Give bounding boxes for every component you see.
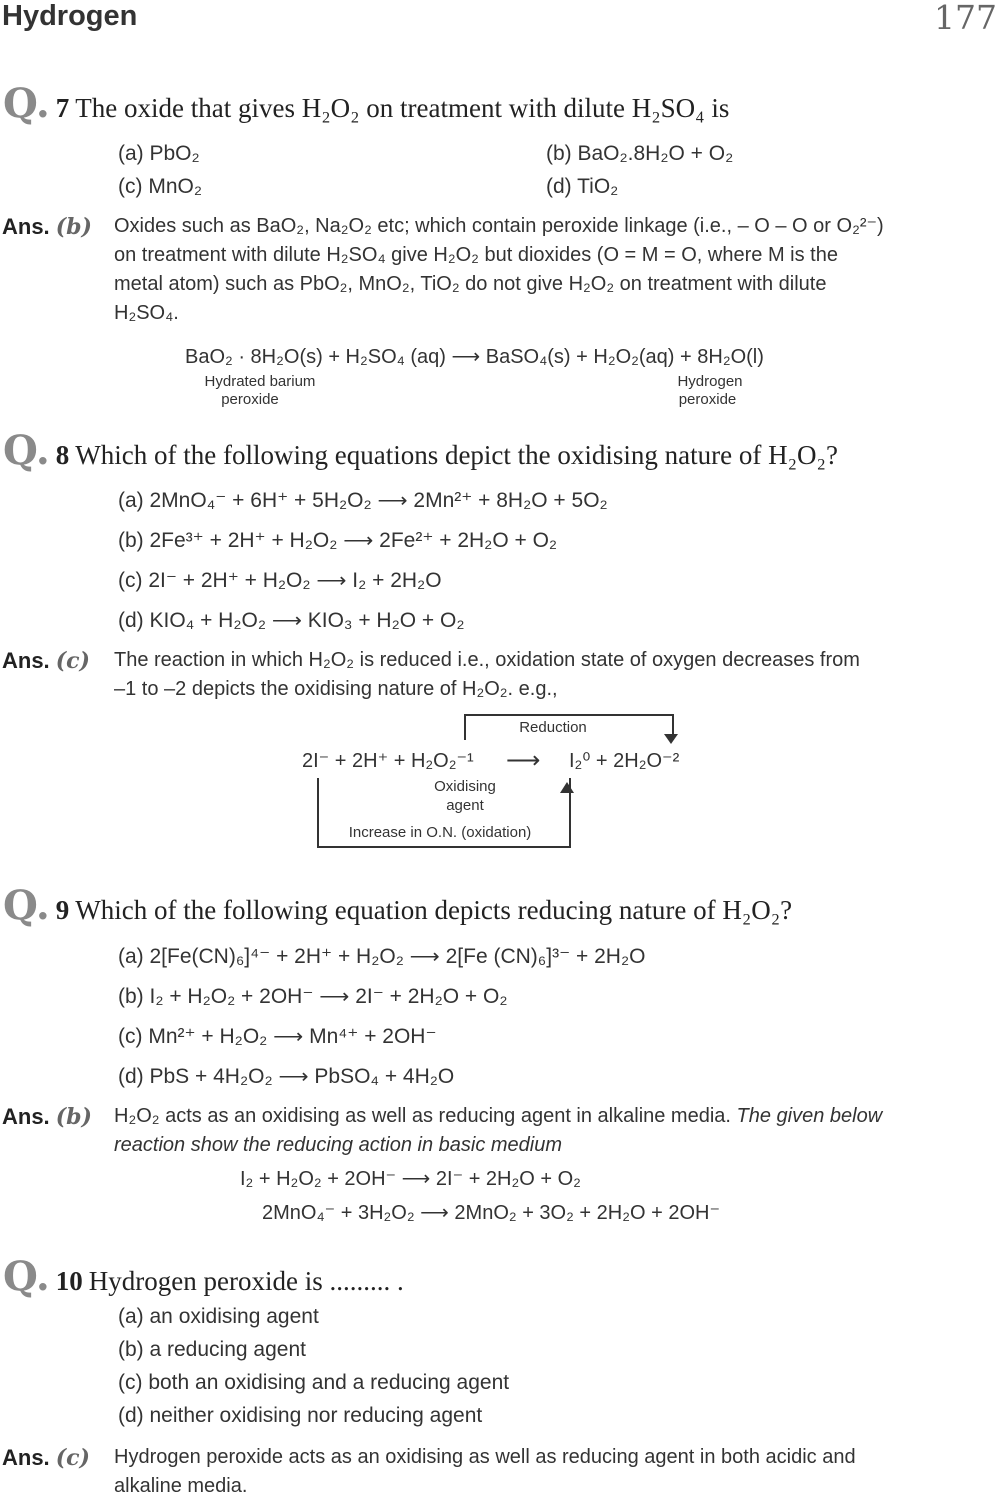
oxidising-agent-label-2: agent [446, 797, 484, 814]
diagram-products: I₂⁰ + 2H₂O⁻² [569, 750, 680, 772]
q8-option-c: (c) 2I⁻ + 2H⁺ + H₂O₂ ⟶ I₂ + 2H₂O [118, 569, 442, 592]
q7-equation: BaO₂ · 8H₂O(s) + H₂SO₄ (aq) ⟶ BaSO₄(s) + H₂O₂(aq) + 8H₂O(l) [185, 346, 764, 368]
q9-explanation [114, 1102, 998, 1160]
diagram-arrow: ⟶ [506, 747, 541, 774]
question-text: Which of the following equations depict the oxidising nature of H₂O₂? [75, 440, 838, 470]
answer-key: (b) [55, 1104, 92, 1130]
label-peroxide-left: peroxide [221, 391, 279, 408]
answer-label: Ans. [2, 1104, 50, 1129]
q10-option-a: (a) an oxidising agent [118, 1305, 319, 1328]
q9-answer [2, 1104, 92, 1130]
question-9 [3, 882, 792, 929]
explanation-normal: H₂O₂ acts as an oxidising as well as reducing agent in alkaline media. [114, 1105, 731, 1127]
chapter-title: Hydrogen [2, 0, 138, 32]
reduction-label: Reduction [519, 719, 587, 736]
increase-label: Increase in O.N. (oxidation) [348, 824, 532, 841]
reduction-arrowhead [664, 734, 678, 744]
q8-option-b: (b) 2Fe³⁺ + 2H⁺ + H₂O₂ ⟶ 2Fe²⁺ + 2H₂O + O₂ [118, 529, 558, 552]
q-marker: Q. [3, 1253, 50, 1300]
answer-label: Ans. [2, 214, 50, 239]
explanation-line: H₂SO₄. [114, 302, 179, 324]
question-number: 9 [55, 895, 70, 925]
explanation-line-1 [114, 1102, 998, 1131]
q7-explanation [114, 212, 998, 328]
explanation-line: on treatment with dilute H₂SO₄ give H₂O₂ but dioxides (O = M = O, where M is the [114, 244, 838, 266]
question-10 [3, 1253, 404, 1300]
answer-key: (c) [55, 1445, 90, 1471]
explanation-line: alkaline media. [114, 1475, 248, 1497]
diagram-reactants: 2I⁻ + 2H⁺ + H₂O₂⁻¹ [302, 750, 474, 772]
q9-equation-1: I₂ + H₂O₂ + 2OH⁻ ⟶ 2I⁻ + 2H₂O + O₂ [240, 1168, 581, 1190]
answer-key: (c) [55, 648, 90, 674]
explanation-italic: The given below [736, 1105, 883, 1127]
label-hydrogen: Hydrogen [677, 373, 743, 390]
q7-option-c: (c) MnO₂ [118, 175, 202, 198]
answer-label: Ans. [2, 1445, 50, 1470]
q9-option-d: (d) PbS + 4H₂O₂ ⟶ PbSO₄ + 4H₂O [118, 1065, 455, 1088]
explanation-line: The reaction in which H₂O₂ is reduced i.e., oxidation state of oxygen decreases from [114, 649, 860, 671]
q10-option-d: (d) neither oxidising nor reducing agent [118, 1404, 483, 1427]
q-marker: Q. [3, 427, 50, 474]
q-marker: Q. [3, 882, 50, 929]
q8-option-d: (d) KIO₄ + H₂O₂ ⟶ KIO₃ + H₂O + O₂ [118, 609, 465, 632]
answer-label: Ans. [2, 648, 50, 673]
label-hydrated-barium: Hydrated barium [204, 373, 316, 390]
page-number: 177 [934, 0, 997, 37]
question-text: Which of the following equation depicts reducing nature of H₂O₂? [75, 895, 793, 925]
question-text: The oxide that gives H₂O₂ on treatment with dilute H₂SO₄ is [75, 93, 730, 123]
question-text: Hydrogen peroxide is ......... . [88, 1266, 404, 1296]
q10-explanation [114, 1443, 998, 1501]
q9-option-b: (b) I₂ + H₂O₂ + 2OH⁻ ⟶ 2I⁻ + 2H₂O + O₂ [118, 985, 508, 1008]
q8-option-a: (a) 2MnO₄⁻ + 6H⁺ + 5H₂O₂ ⟶ 2Mn²⁺ + 8H₂O + 5O₂ [118, 489, 608, 512]
q9-option-c: (c) Mn²⁺ + H₂O₂ ⟶ Mn⁴⁺ + 2OH⁻ [118, 1025, 437, 1048]
q7-option-b: (b) BaO₂.8H₂O + O₂ [546, 142, 734, 165]
oxidising-agent-label-1: Oxidising [434, 778, 496, 795]
question-number: 7 [55, 93, 70, 123]
q-marker: Q. [3, 80, 50, 127]
q7-answer [2, 214, 92, 240]
q7-option-d: (d) TiO₂ [546, 175, 619, 198]
explanation-line: –1 to –2 depicts the oxidising nature of H₂O₂. e.g., [114, 678, 558, 700]
question-7 [3, 80, 729, 127]
answer-key: (b) [55, 214, 92, 240]
explanation-line: metal atom) such as PbO₂, MnO₂, TiO₂ do not give H₂O₂ on treatment with dilute [114, 273, 827, 295]
q8-answer [2, 648, 90, 674]
q9-option-a: (a) 2[Fe(CN)₆]⁴⁻ + 2H⁺ + H₂O₂ ⟶ 2[Fe (CN)₆]³⁻ + 2H₂O [118, 945, 646, 968]
q10-answer [2, 1445, 90, 1471]
q8-explanation [114, 646, 998, 704]
question-number: 10 [55, 1266, 83, 1296]
oxidation-arrowhead [560, 782, 574, 793]
q10-option-c: (c) both an oxidising and a reducing agent [118, 1371, 510, 1394]
q10-option-b: (b) a reducing agent [118, 1338, 306, 1361]
explanation-line: Oxides such as BaO₂, Na₂O₂ etc; which contain peroxide linkage (i.e., – O – O or O₂²⁻) [114, 215, 884, 237]
q9-equation-2: 2MnO₄⁻ + 3H₂O₂ ⟶ 2MnO₂ + 3O₂ + 2H₂O + 2OH⁻ [262, 1202, 721, 1224]
explanation-line: Hydrogen peroxide acts as an oxidising as well as reducing agent in both acidic and [114, 1446, 856, 1468]
question-number: 8 [55, 440, 70, 470]
label-peroxide-right: peroxide [678, 391, 737, 408]
explanation-line-2 [114, 1131, 998, 1160]
q7-option-a: (a) PbO₂ [118, 142, 200, 165]
question-8 [3, 427, 838, 474]
explanation-italic: reaction show the reducing action in basic medium [114, 1134, 563, 1156]
